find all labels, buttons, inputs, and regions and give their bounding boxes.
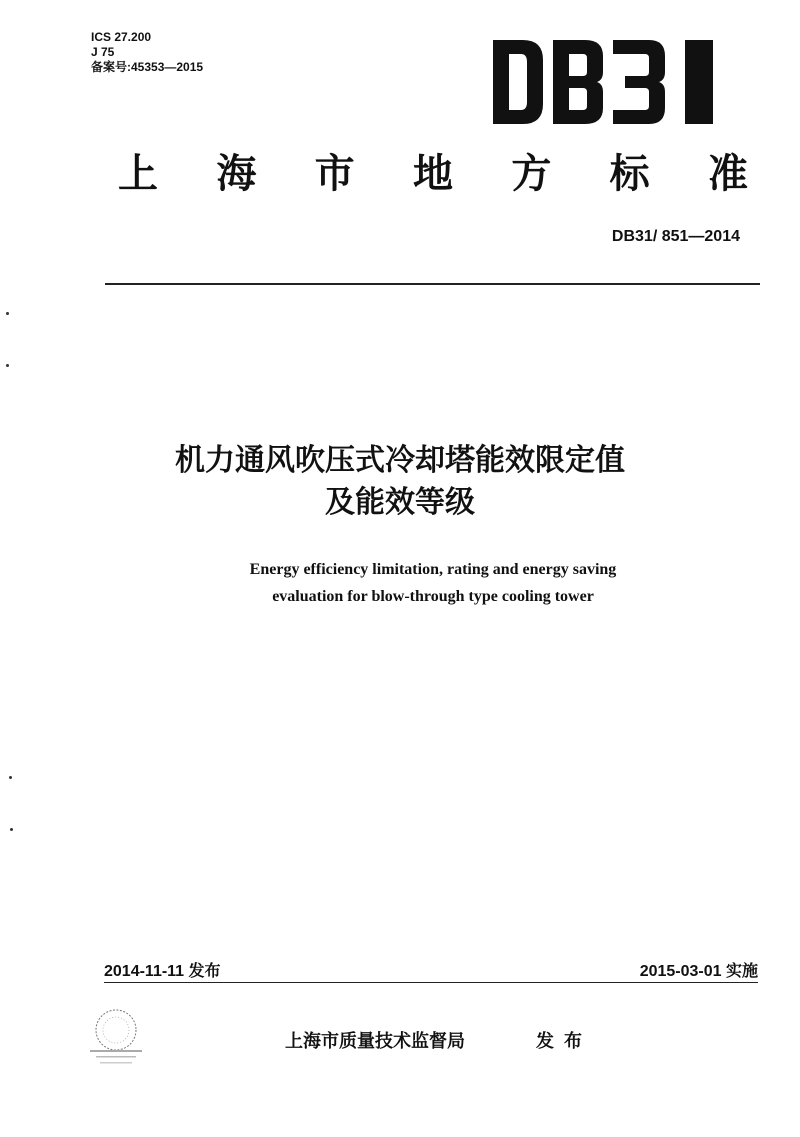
scan-speck <box>10 828 13 831</box>
std-char: 海 <box>216 151 257 197</box>
scan-speck <box>6 312 9 315</box>
document-title-cn <box>0 440 800 524</box>
filing-number: 备案号:45353—2015 <box>91 60 204 74</box>
title-en-line2: evaluation for blow-through type cooling tower <box>272 588 594 605</box>
std-char: 标 <box>609 151 650 197</box>
scan-speck <box>6 364 9 367</box>
title-cn-line1: 机力通风吹压式冷却塔能效限定值 <box>175 443 625 478</box>
standard-code: DB31/ 851—2014 <box>611 228 740 245</box>
ics-code: ICS 27.200 <box>91 30 152 44</box>
std-char: 上 <box>118 151 158 197</box>
std-char: 准 <box>707 151 748 197</box>
seal-stamp-icon <box>84 1000 148 1072</box>
footer-divider <box>104 982 758 983</box>
standard-type-title <box>118 150 748 198</box>
header-meta <box>91 30 203 75</box>
db31-logo <box>493 40 715 124</box>
publisher-name: 上海市质量技术监督局 <box>285 1031 465 1052</box>
scan-speck <box>9 776 12 779</box>
title-en-line1: Energy efficiency limitation, rating and energy saving <box>249 561 617 578</box>
issue-date: 2014-11-11 发布 <box>104 963 221 980</box>
effective-date: 2015-03-01 实施 <box>639 963 758 980</box>
publish-label: 发布 <box>536 1031 592 1052</box>
header-divider <box>105 283 760 285</box>
title-cn-line2: 及能效等级 <box>325 485 475 520</box>
classification-code: J 75 <box>91 45 115 59</box>
document-title-en <box>0 556 800 610</box>
std-char: 方 <box>511 151 552 197</box>
std-char: 市 <box>314 151 355 197</box>
std-char: 地 <box>412 151 453 197</box>
